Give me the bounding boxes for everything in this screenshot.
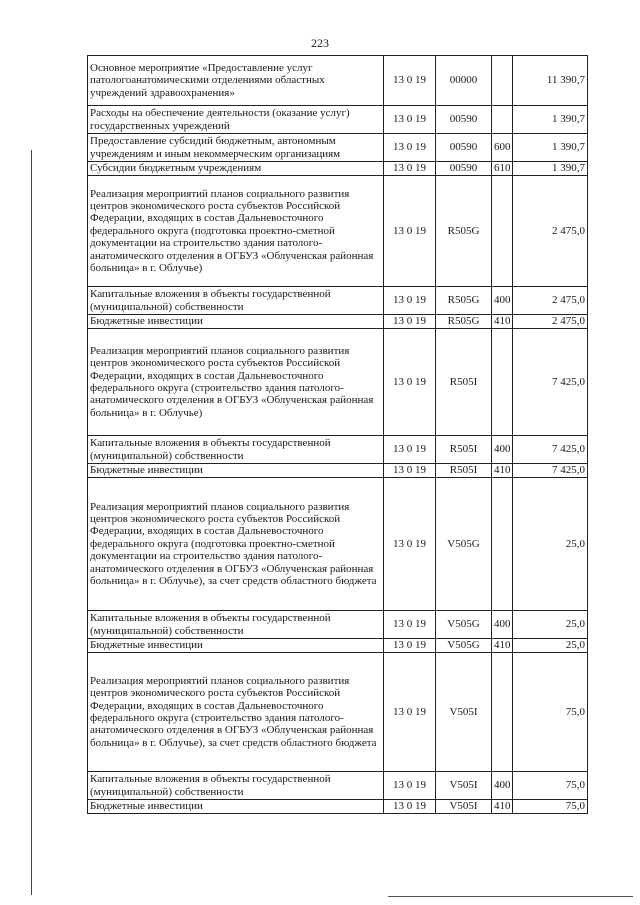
row-name: Бюджетные инвестиции [88, 639, 384, 653]
row-expense-type [492, 106, 513, 134]
row-direction-code: 00000 [436, 56, 492, 106]
table-row [88, 134, 588, 162]
table-row [88, 56, 588, 106]
row-expense-type: 400 [492, 287, 513, 315]
row-amount: 75,0 [513, 653, 588, 772]
row-direction-code: R505I [436, 436, 492, 464]
row-direction-code: V505I [436, 772, 492, 800]
row-amount: 2 475,0 [513, 287, 588, 315]
row-direction-code: V505G [436, 639, 492, 653]
table-row [88, 611, 588, 639]
row-amount: 25,0 [513, 611, 588, 639]
row-amount: 11 390,7 [513, 56, 588, 106]
row-name: Реализация мероприятий планов социального развития центров экономического роста субъектов Российской Федерации, входящих в состав Дальневосточного федерального округа (строительство здания патолого-анатомического отделения в ОГБУЗ «Облученская районная больница» в г. Облучье), за счет средств областного бюджета [88, 653, 384, 772]
row-program-code: 13 0 19 [384, 772, 436, 800]
row-program-code: 13 0 19 [384, 436, 436, 464]
row-expense-type [492, 56, 513, 106]
table-row [88, 106, 588, 134]
row-amount: 2 475,0 [513, 176, 588, 287]
row-direction-code: R505G [436, 176, 492, 287]
row-expense-type: 400 [492, 611, 513, 639]
row-amount: 7 425,0 [513, 464, 588, 478]
row-name: Бюджетные инвестиции [88, 315, 384, 329]
row-direction-code: V505I [436, 653, 492, 772]
row-name: Реализация мероприятий планов социального развития центров экономического роста субъектов Российской Федерации, входящих в состав Дальневосточного федерального округа (подготовка проектно-сметной документации на строительство здания патолого-анатомического отделения в ОГБУЗ «Облученская районная больница» в г. Облучье) [88, 176, 384, 287]
left-margin-line [31, 150, 32, 895]
row-program-code: 13 0 19 [384, 134, 436, 162]
row-direction-code: R505G [436, 315, 492, 329]
row-direction-code: V505G [436, 611, 492, 639]
row-program-code: 13 0 19 [384, 162, 436, 176]
row-expense-type [492, 329, 513, 436]
row-name: Основное мероприятие «Предоставление услуг патологоанатомическими отделениями областных учреждений здравоохранения» [88, 56, 384, 106]
row-name: Реализация мероприятий планов социального развития центров экономического роста субъектов Российской Федерации, входящих в состав Дальневосточного федерального округа (подготовка проектно-сметной документации на строительство здания патолого-анатомического отделения в ОГБУЗ «Облученская районная больница» в г. Облучье), за счет средств областного бюджета [88, 478, 384, 611]
table-row [88, 329, 588, 436]
budget-table [87, 55, 588, 814]
table-row [88, 436, 588, 464]
row-expense-type: 410 [492, 639, 513, 653]
row-amount: 2 475,0 [513, 315, 588, 329]
row-direction-code: 00590 [436, 162, 492, 176]
row-name: Расходы на обеспечение деятельности (оказание услуг) государственных учреждений [88, 106, 384, 134]
row-name: Капитальные вложения в объекты государственной (муниципальной) собственности [88, 436, 384, 464]
table-row [88, 162, 588, 176]
row-name: Бюджетные инвестиции [88, 464, 384, 478]
row-expense-type [492, 478, 513, 611]
table-row [88, 478, 588, 611]
bottom-margin-line [388, 896, 633, 897]
row-name: Капитальные вложения в объекты государственной (муниципальной) собственности [88, 611, 384, 639]
row-name: Предоставление субсидий бюджетным, автономным учреждениям и иным некоммерческим организациям [88, 134, 384, 162]
table-row [88, 800, 588, 814]
row-direction-code: V505I [436, 800, 492, 814]
row-expense-type: 610 [492, 162, 513, 176]
page-number: 223 [311, 36, 329, 50]
row-program-code: 13 0 19 [384, 106, 436, 134]
row-expense-type: 410 [492, 800, 513, 814]
row-direction-code: 00590 [436, 106, 492, 134]
budget-table-body [88, 56, 588, 814]
row-direction-code: 00590 [436, 134, 492, 162]
table-row [88, 639, 588, 653]
row-program-code: 13 0 19 [384, 176, 436, 287]
row-direction-code: R505I [436, 464, 492, 478]
row-amount: 1 390,7 [513, 106, 588, 134]
row-amount: 75,0 [513, 800, 588, 814]
row-program-code: 13 0 19 [384, 478, 436, 611]
row-name: Капитальные вложения в объекты государственной (муниципальной) собственности [88, 287, 384, 315]
row-amount: 25,0 [513, 478, 588, 611]
table-row [88, 287, 588, 315]
table-row [88, 772, 588, 800]
row-direction-code: V505G [436, 478, 492, 611]
table-row [88, 315, 588, 329]
row-program-code: 13 0 19 [384, 287, 436, 315]
row-program-code: 13 0 19 [384, 653, 436, 772]
row-program-code: 13 0 19 [384, 464, 436, 478]
row-program-code: 13 0 19 [384, 639, 436, 653]
row-name: Капитальные вложения в объекты государственной (муниципальной) собственности [88, 772, 384, 800]
table-row [88, 464, 588, 478]
row-expense-type [492, 653, 513, 772]
table-row [88, 176, 588, 287]
table-row [88, 653, 588, 772]
row-direction-code: R505I [436, 329, 492, 436]
row-name: Бюджетные инвестиции [88, 800, 384, 814]
row-amount: 7 425,0 [513, 329, 588, 436]
row-amount: 75,0 [513, 772, 588, 800]
row-program-code: 13 0 19 [384, 611, 436, 639]
row-program-code: 13 0 19 [384, 315, 436, 329]
row-amount: 1 390,7 [513, 134, 588, 162]
row-program-code: 13 0 19 [384, 800, 436, 814]
row-expense-type [492, 176, 513, 287]
row-amount: 25,0 [513, 639, 588, 653]
row-amount: 7 425,0 [513, 436, 588, 464]
row-direction-code: R505G [436, 287, 492, 315]
row-amount: 1 390,7 [513, 162, 588, 176]
row-expense-type: 410 [492, 315, 513, 329]
row-program-code: 13 0 19 [384, 329, 436, 436]
row-name: Субсидии бюджетным учреждениям [88, 162, 384, 176]
row-expense-type: 600 [492, 134, 513, 162]
row-program-code: 13 0 19 [384, 56, 436, 106]
row-expense-type: 410 [492, 464, 513, 478]
row-expense-type: 400 [492, 772, 513, 800]
row-expense-type: 400 [492, 436, 513, 464]
row-name: Реализация мероприятий планов социального развития центров экономического роста субъектов Российской Федерации, входящих в состав Дальневосточного федерального округа (строительство здания патолого-анатомического отделения в ОГБУЗ «Облученская районная больница» в г. Облучье) [88, 329, 384, 436]
